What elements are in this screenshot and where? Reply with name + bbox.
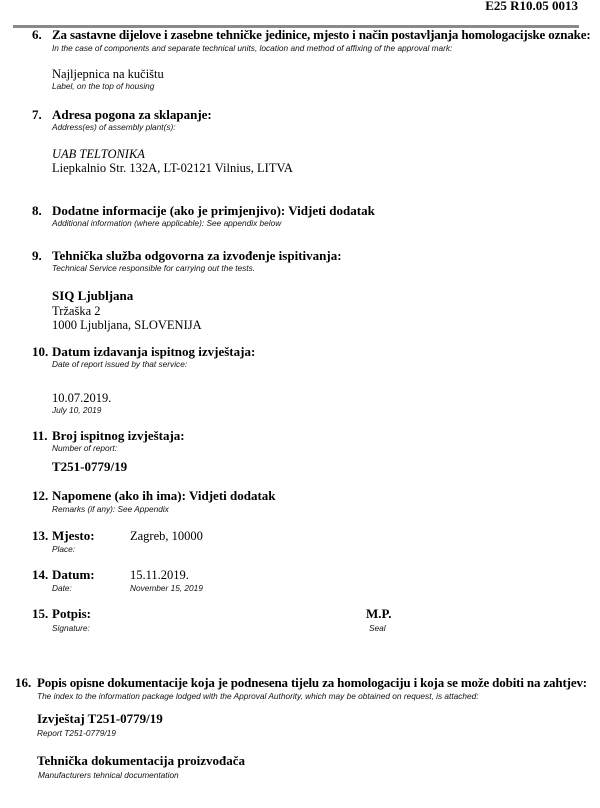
company-name: UAB TELTONIKA bbox=[52, 147, 145, 161]
item-subtitle: Date: bbox=[52, 583, 72, 593]
item-title: Tehnička služba odgovorna za izvođenje ispitivanja: bbox=[52, 248, 342, 263]
item-number: 13. bbox=[32, 528, 49, 543]
item-title: Mjesto: bbox=[52, 528, 95, 543]
item-number: 14. bbox=[32, 567, 49, 582]
item-number: 16. bbox=[15, 675, 32, 690]
item-title: Napomene (ako ih ima): Vidjeti dodatak bbox=[52, 488, 276, 503]
service-street: Tržaška 2 bbox=[52, 304, 101, 318]
item-subtitle: Technical Service responsible for carrying out the tests. bbox=[52, 263, 256, 273]
item-subtitle: Address(es) of assembly plant(s): bbox=[52, 122, 176, 132]
item-subtitle: Date of report issued by that service: bbox=[52, 359, 188, 369]
doc-subtitle: Manufacturers tehnical documentation bbox=[38, 770, 179, 780]
item-title: Datum izdavanja ispitnog izvještaja: bbox=[52, 344, 256, 359]
date-value: 15.11.2019. bbox=[130, 568, 189, 582]
item-subtitle: Signature: bbox=[52, 623, 90, 633]
item-number: 8. bbox=[32, 203, 42, 218]
item-value: 10.07.2019. bbox=[52, 391, 112, 405]
service-name: SIQ Ljubljana bbox=[52, 288, 134, 303]
item-title: Popis opisne dokumentacije koja je podnesena tijelu za homologaciju i koja se može dobiti na zahtjev: bbox=[37, 675, 587, 690]
item-title: Za sastavne dijelove i zasebne tehničke jedinice, mjesto i način postavljanja homologacijske oznake: bbox=[52, 27, 591, 42]
report-number: T251-0779/19 bbox=[52, 459, 128, 474]
company-address: Liepkalnio Str. 132A, LT-02121 Vilnius, LITVA bbox=[52, 161, 293, 175]
document-number: E25 R10.05 0013 bbox=[485, 0, 578, 13]
item-subtitle: Number of report: bbox=[52, 443, 118, 453]
service-city: 1000 Ljubljana, SLOVENIJA bbox=[52, 318, 202, 332]
item-number: 7. bbox=[32, 107, 42, 122]
item-subtitle: Place: bbox=[52, 544, 76, 554]
item-number: 9. bbox=[32, 248, 42, 263]
item-title: Broj ispitnog izvještaja: bbox=[52, 428, 185, 443]
item-value-sub: July 10, 2019 bbox=[52, 405, 102, 415]
seal-label: M.P. bbox=[366, 606, 392, 621]
place-value: Zagreb, 10000 bbox=[130, 529, 203, 543]
doc-subtitle: Report T251-0779/19 bbox=[37, 728, 116, 738]
item-subtitle: Additional information (where applicable): See appendix below bbox=[52, 218, 282, 228]
item-number: 15. bbox=[32, 606, 49, 621]
item-number: 12. bbox=[32, 488, 49, 503]
item-subtitle: Remarks (if any): See Appendix bbox=[52, 504, 169, 514]
item-title: Datum: bbox=[52, 567, 95, 582]
doc-title: Izvještaj T251-0779/19 bbox=[37, 711, 163, 726]
date-value-sub: November 15, 2019 bbox=[130, 583, 203, 593]
item-number: 6. bbox=[32, 27, 42, 42]
item-value: Najljepnica na kučištu bbox=[52, 67, 164, 81]
item-value-sub: Label, on the top of housing bbox=[52, 81, 155, 91]
item-title: Potpis: bbox=[52, 606, 91, 621]
doc-title: Tehnička dokumentacija proizvođača bbox=[37, 753, 246, 768]
item-number: 11. bbox=[32, 428, 48, 443]
item-subtitle: The index to the information package lodged with the Approval Authority, which may be obtained on request, is attached: bbox=[37, 691, 479, 701]
item-subtitle: In the case of components and separate technical units, location and method of affixing of the approval mark: bbox=[52, 43, 453, 53]
seal-sub: Seal bbox=[369, 623, 386, 633]
item-title: Dodatne informacije (ako je primjenjivo): Vidjeti dodatak bbox=[52, 203, 375, 218]
item-number: 10. bbox=[32, 344, 49, 359]
item-title: Adresa pogona za sklapanje: bbox=[52, 107, 212, 122]
